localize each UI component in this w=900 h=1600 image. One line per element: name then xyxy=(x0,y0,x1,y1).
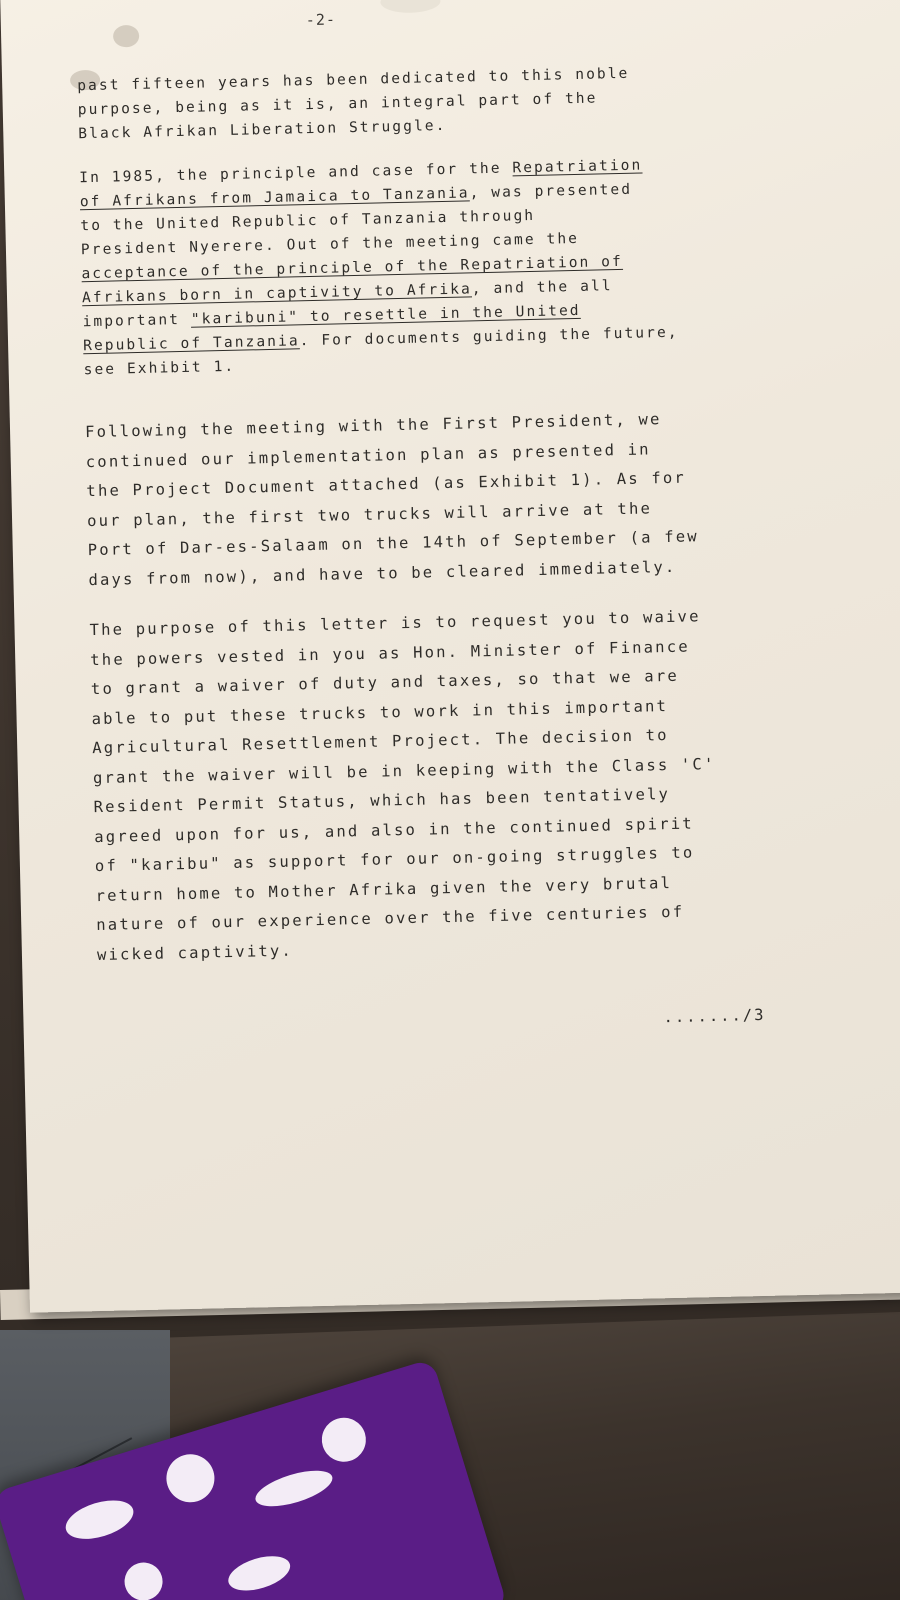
underlined-text: "karibuni" to resettle in the United xyxy=(190,302,581,328)
underlined-text: Repatriation xyxy=(512,157,643,177)
text-segment: In 1985, the principle and case for the xyxy=(79,160,513,187)
text-segment: see Exhibit 1. xyxy=(83,358,236,379)
cloth-pattern-dot xyxy=(316,1412,371,1467)
underlined-text: of Afrikans from Jamaica to Tanzania xyxy=(79,185,470,211)
text-segment: our plan, the first two trucks will arrive at the xyxy=(86,498,653,530)
text-segment: able to put these trucks to work in this important xyxy=(91,696,669,728)
text-segment: Port of Dar-es-Salaam on the 14th of September (a few xyxy=(87,527,700,560)
text-segment: nature of our experience over the five centuries of xyxy=(96,902,685,935)
text-segment: wicked captivity. xyxy=(96,941,294,964)
text-segment: Agricultural Resettlement Project. The decision to xyxy=(92,726,669,758)
paper-stain xyxy=(113,25,139,48)
underlined-text: acceptance of the principle of the Repatriation of xyxy=(81,253,624,283)
text-segment: of "karibu" as support for our on-going struggles to xyxy=(94,843,695,876)
text-segment: the powers vested in you as Hon. Minister of Finance xyxy=(90,637,690,669)
continued-on-page-3: ......./3 xyxy=(663,1005,766,1027)
text-segment: . For documents guiding the future, xyxy=(299,324,679,350)
text-segment: the Project Document attached (as Exhibit 1). As for xyxy=(86,468,687,501)
text-segment: , was presented xyxy=(469,181,633,202)
text-segment: return home to Mother Afrika given the very brutal xyxy=(95,873,673,905)
text-segment: to grant a waiver of duty and taxes, so that we are xyxy=(90,666,680,699)
text-segment: Black Afrikan Liberation Struggle. xyxy=(78,117,447,143)
text-segment: Following the meeting with the First President, we xyxy=(84,410,662,442)
cloth-pattern-dot xyxy=(61,1493,138,1546)
paragraph-repatriation-1985 xyxy=(79,153,679,382)
text-segment: agreed upon for us, and also in the continued spirit xyxy=(94,813,694,846)
text-segment: The purpose of this letter is to request you to waive xyxy=(89,607,701,640)
text-segment: to the United Republic of Tanzania through xyxy=(80,207,536,235)
text-segment: grant the waiver will be in keeping with the Class 'C' xyxy=(92,754,716,787)
text-segment: , and the all xyxy=(471,278,613,298)
text-segment: President Nyerere. Out of the meeting came the xyxy=(80,230,580,259)
cloth-pattern-dot xyxy=(252,1463,337,1513)
paragraph-waiver-request xyxy=(89,602,720,970)
paragraph-implementation-plan xyxy=(85,404,700,595)
page-number: -2- xyxy=(305,10,337,30)
text-segment: continued our implementation plan as presented in xyxy=(85,439,651,471)
underlined-text: Republic of Tanzania xyxy=(82,333,300,355)
paragraph-intro-continuation xyxy=(77,62,631,147)
paper-stain xyxy=(380,0,440,13)
text-segment: past fifteen years has been dedicated to this noble xyxy=(77,65,630,95)
cloth-pattern-dot xyxy=(160,1448,220,1508)
text-segment: important xyxy=(82,311,192,331)
underlined-text: Afrikans born in captivity to Afrika xyxy=(81,281,473,307)
text-segment: purpose, being as it is, an integral part of the xyxy=(77,90,598,119)
text-segment: days from now), and have to be cleared immediately. xyxy=(88,557,677,589)
text-segment: Resident Permit Status, which has been tentatively xyxy=(93,785,671,817)
cloth-pattern-dot xyxy=(224,1550,294,1597)
cloth-pattern-dot xyxy=(120,1558,167,1600)
